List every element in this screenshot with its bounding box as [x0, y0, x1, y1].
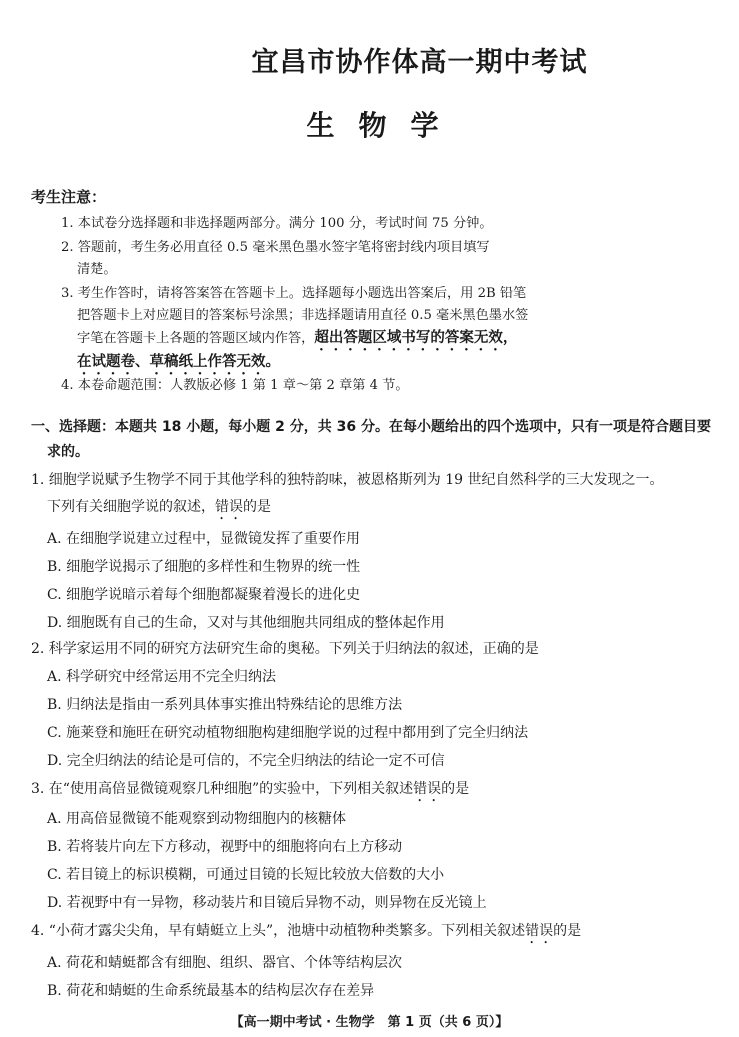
- question-2-option-d: D. 完全归纳法的结论是可信的，不完全归纳法的结论一定不可信: [47, 753, 445, 769]
- question-3-option-b: B. 若将装片向左下方移动，视野中的细胞将向右上方移动: [47, 839, 403, 855]
- question-1-stem: 1. 细胞学说赋予生物学不同于其他学科的独特韵味，被恩格斯列为 19 世纪自然科学的三大发现之一。: [31, 472, 664, 488]
- question-3-option-a: A. 用高倍显微镜不能观察到动物细胞内的核糖体: [47, 811, 347, 827]
- question-4-stem: 4. “小荷才露尖尖角，早有蜻蜓立上头”，池塘中动植物种类繁多。下列相关叙述错误的是: [31, 923, 582, 939]
- question-3-emphasis: 错误: [413, 781, 442, 797]
- question-2-option-c: C. 施莱登和施旺在研究动植物细胞构建细胞学说的过程中都用到了完全归纳法: [47, 725, 529, 741]
- notice-emphasis-invalid-answer: 超出答题区域书写的答案无效，: [314, 330, 518, 346]
- section-1-heading-line-2: 求的。: [47, 444, 89, 460]
- question-1-stem-line-2: 下列有关细胞学说的叙述，错误的是: [47, 499, 271, 515]
- question-1-option-d: D. 细胞既有自己的生命，又对与其他细胞共同组成的整体起作用: [47, 615, 445, 631]
- notice-item-3-line-3-text: 字笔在答题卡上各题的答题区域内作答，: [77, 331, 315, 346]
- question-3-option-d: D. 若视野中有一异物，移动装片和目镜后异物不动，则异物在反光镜上: [47, 895, 487, 911]
- notice-emphasis-draft-invalid: 在试题卷、草稿纸上作答无效。: [77, 354, 280, 370]
- notice-item-1: 1. 本试卷分选择题和非选择题两部分。满分 100 分，考试时间 75 分钟。: [61, 216, 493, 231]
- section-1-heading: 一、选择题：本题共 18 小题，每小题 2 分，共 36 分。在每小题给出的四个选项中，只有一项是符合题目要: [31, 419, 711, 435]
- notice-item-3-line-2: 把答题卡上对应题目的答案标号涂黑；非选择题请用直径 0.5 毫米黑色墨水签: [77, 308, 529, 323]
- notice-item-2-line-1: 2. 答题前，考生务必用直径 0.5 毫米黑色墨水签字笔将密封线内项目填写: [61, 240, 490, 255]
- question-2-option-a: A. 科学研究中经常运用不完全归纳法: [47, 669, 277, 685]
- notice-item-4: 4. 本卷命题范围：人教版必修 1 第 1 章～第 2 章第 4 节。: [61, 378, 409, 393]
- question-4-option-a: A. 荷花和蜻蜓都含有细胞、组织、器官、个体等结构层次: [47, 955, 403, 971]
- question-3-option-c: C. 若目镜上的标识模糊，可通过目镜的长短比较放大倍数的大小: [47, 867, 445, 883]
- notice-heading: 考生注意：: [31, 188, 107, 206]
- question-3-stem: 3. 在“使用高倍显微镜观察几种细胞”的实验中，下列相关叙述错误的是: [31, 781, 470, 797]
- question-1-option-a: A. 在细胞学说建立过程中，显微镜发挥了重要作用: [47, 531, 361, 547]
- exam-title: 宜昌市协作体高一期中考试: [251, 47, 588, 78]
- question-1-emphasis: 错误: [215, 499, 243, 515]
- notice-item-3-line-1: 3. 考生作答时，请将答案答在答题卡上。选择题每小题选出答案后，用 2B 铅笔: [61, 286, 527, 301]
- question-4-emphasis: 错误: [525, 923, 554, 939]
- subject-title: 生物学: [306, 109, 463, 142]
- question-2-stem: 2. 科学家运用不同的研究方法研究生命的奥秘。下列关于归纳法的叙述，正确的是: [31, 641, 539, 657]
- question-4-option-b: B. 荷花和蜻蜓的生命系统最基本的结构层次存在差异: [47, 983, 375, 999]
- question-1-option-c: C. 细胞学说暗示着每个细胞都凝聚着漫长的进化史: [47, 587, 361, 603]
- question-1-option-b: B. 细胞学说揭示了细胞的多样性和生物界的统一性: [47, 559, 361, 575]
- page-footer: 【高一期中考试 · 生物学 第 1 页（共 6 页）】: [230, 1015, 509, 1030]
- notice-item-2-line-2: 清楚。: [77, 262, 117, 277]
- question-2-option-b: B. 归纳法是指由一系列具体事实推出特殊结论的思维方法: [47, 697, 403, 713]
